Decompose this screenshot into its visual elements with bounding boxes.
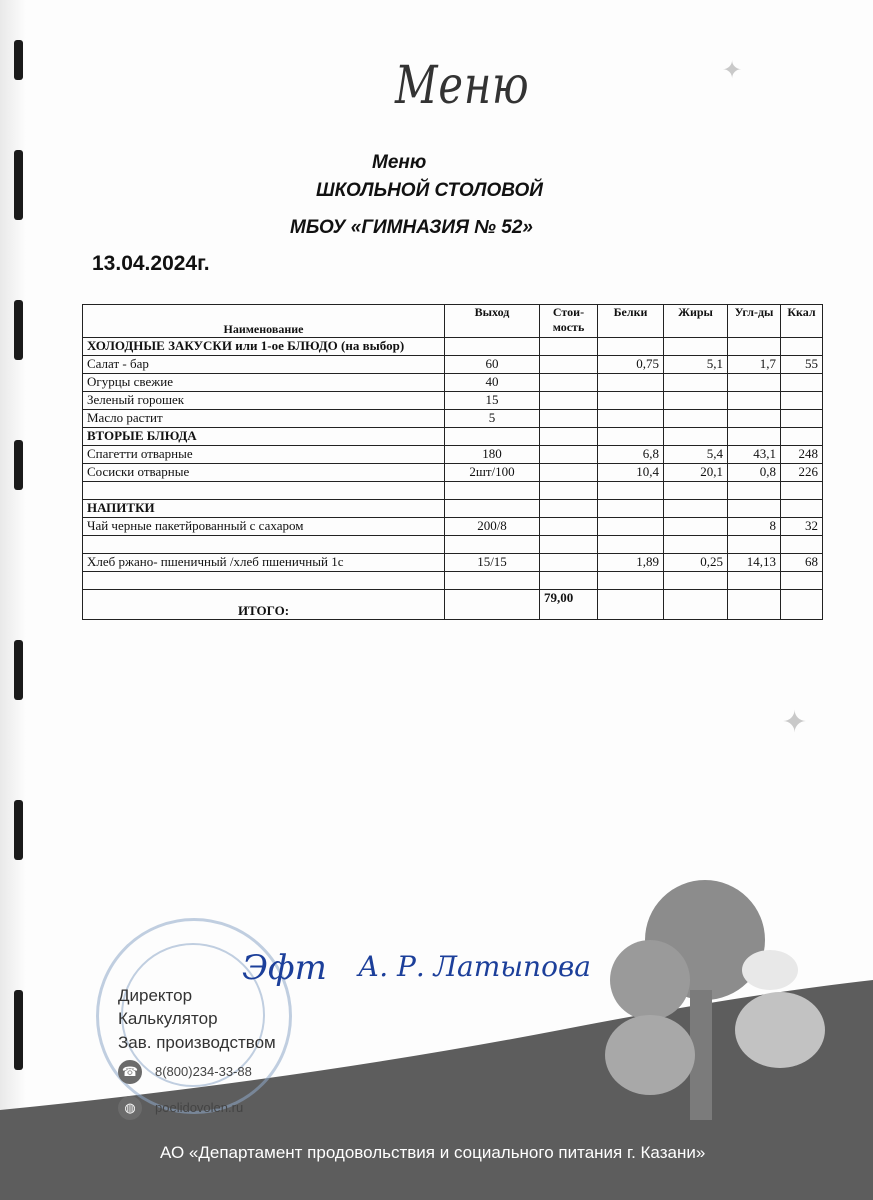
table-cell	[598, 338, 664, 356]
table-cell	[540, 410, 598, 428]
table-row	[83, 356, 823, 374]
star-decoration-icon: ✦	[722, 57, 743, 84]
table-cell	[445, 572, 540, 590]
section-row	[83, 338, 823, 356]
table-cell: 60	[445, 356, 540, 374]
table-cell: 55	[781, 356, 823, 374]
table-cell	[598, 392, 664, 410]
table-cell	[781, 536, 823, 554]
table-cell: 248	[781, 446, 823, 464]
table-row	[83, 392, 823, 410]
table-cell	[781, 338, 823, 356]
dish-name	[83, 482, 445, 500]
table-cell	[445, 590, 540, 620]
table-cell	[598, 410, 664, 428]
column-header: Жиры	[664, 305, 728, 338]
table-cell: 10,4	[598, 464, 664, 482]
table-cell: 5,4	[664, 446, 728, 464]
table-cell	[728, 410, 781, 428]
table-cell	[598, 572, 664, 590]
table-cell	[728, 500, 781, 518]
column-header: Наименование	[83, 305, 445, 338]
dish-name	[83, 536, 445, 554]
table-row	[83, 410, 823, 428]
scan-mark	[14, 300, 23, 360]
table-cell	[540, 356, 598, 374]
table-row	[83, 446, 823, 464]
table-cell	[728, 392, 781, 410]
table-cell: 1,7	[728, 356, 781, 374]
table-cell	[540, 374, 598, 392]
chef-hat-icon	[742, 950, 798, 990]
table-cell: 15/15	[445, 554, 540, 572]
dish-name: Масло растит	[83, 410, 445, 428]
table-cell	[664, 572, 728, 590]
title-line-3: МБОУ «ГИМНАЗИЯ № 52»	[290, 217, 533, 238]
dish-name: Чай черные пакетйрованный с сахаром	[83, 518, 445, 536]
scan-mark	[14, 40, 23, 80]
table-cell	[664, 536, 728, 554]
dish-name: Зеленый горошек	[83, 392, 445, 410]
table-cell	[540, 482, 598, 500]
table-cell: 226	[781, 464, 823, 482]
table-cell	[598, 518, 664, 536]
column-header: Выход	[445, 305, 540, 338]
table-cell	[728, 536, 781, 554]
tree-crown-icon	[610, 940, 690, 1020]
handwritten-title: Меню	[395, 56, 530, 116]
phone-icon: ☎	[118, 1060, 142, 1084]
dish-name: Огурцы свежие	[83, 374, 445, 392]
table-cell	[664, 518, 728, 536]
menu-date: 13.04.2024г.	[92, 252, 210, 275]
table-cell	[781, 392, 823, 410]
dish-name: Салат - бар	[83, 356, 445, 374]
signature-mark: Эфт	[242, 948, 327, 988]
table-cell	[728, 428, 781, 446]
table-cell	[598, 374, 664, 392]
table-cell	[445, 482, 540, 500]
section-title: ХОЛОДНЫЕ ЗАКУСКИ или 1-ое БЛЮДО (на выбор)	[83, 338, 445, 356]
table-cell: 14,13	[728, 554, 781, 572]
total-label: ИТОГО:	[83, 590, 445, 620]
vegetable-character-icon	[605, 1015, 695, 1095]
table-cell	[664, 590, 728, 620]
table-cell	[445, 536, 540, 554]
dish-name: Сосиски отварные	[83, 464, 445, 482]
table-cell: 180	[445, 446, 540, 464]
scan-mark	[14, 150, 23, 220]
table-cell: 15	[445, 392, 540, 410]
footer-company: АО «Департамент продовольствия и социального питания г. Казани»	[160, 1143, 706, 1162]
dish-name	[83, 572, 445, 590]
table-cell: 5	[445, 410, 540, 428]
table-cell	[664, 374, 728, 392]
table-row	[83, 464, 823, 482]
table-row	[83, 482, 823, 500]
table-cell: 68	[781, 554, 823, 572]
scan-mark	[14, 440, 23, 490]
table-cell	[445, 338, 540, 356]
scan-mark	[14, 800, 23, 860]
table-row	[83, 374, 823, 392]
globe-icon: ◍	[118, 1096, 142, 1120]
section-title: НАПИТКИ	[83, 500, 445, 518]
table-cell	[540, 446, 598, 464]
table-cell	[781, 482, 823, 500]
table-cell: 6,8	[598, 446, 664, 464]
table-cell	[540, 572, 598, 590]
table-row	[83, 572, 823, 590]
table-cell	[540, 536, 598, 554]
table-cell	[664, 392, 728, 410]
calculator-label: Калькулятор	[118, 1009, 218, 1028]
section-row	[83, 500, 823, 518]
column-header: Белки	[598, 305, 664, 338]
table-cell	[540, 554, 598, 572]
table-cell	[664, 410, 728, 428]
table-cell	[781, 374, 823, 392]
table-header-row	[83, 305, 823, 338]
table-cell	[781, 500, 823, 518]
total-row	[83, 590, 823, 620]
total-value: 79,00	[540, 590, 598, 620]
table-cell: 5,1	[664, 356, 728, 374]
table-cell	[728, 338, 781, 356]
table-cell: 40	[445, 374, 540, 392]
section-title: ВТОРЫЕ БЛЮДА	[83, 428, 445, 446]
table-cell: 43,1	[728, 446, 781, 464]
table-cell	[728, 590, 781, 620]
table-cell: 1,89	[598, 554, 664, 572]
vegetable-character-icon	[735, 992, 825, 1068]
section-row	[83, 428, 823, 446]
table-cell	[540, 338, 598, 356]
table-cell	[664, 338, 728, 356]
table-cell	[728, 482, 781, 500]
table-cell	[664, 428, 728, 446]
table-cell: 0,25	[664, 554, 728, 572]
table-cell: 32	[781, 518, 823, 536]
title-line-2: ШКОЛЬНОЙ СТОЛОВОЙ	[316, 180, 543, 201]
table-cell: 8	[728, 518, 781, 536]
signature-name: А. Р. Латыпова	[358, 950, 591, 983]
table-cell: 2шт/100	[445, 464, 540, 482]
column-header: Ккал	[781, 305, 823, 338]
dish-name: Спагетти отварные	[83, 446, 445, 464]
dish-name: Хлеб ржано- пшеничный /хлеб пшеничный 1с	[83, 554, 445, 572]
director-label: Директор	[118, 986, 193, 1005]
table-cell	[781, 572, 823, 590]
table-cell	[445, 500, 540, 518]
table-cell: 200/8	[445, 518, 540, 536]
table-cell	[728, 374, 781, 392]
table-cell	[540, 500, 598, 518]
table-row	[83, 536, 823, 554]
column-header: Стои-мость	[540, 305, 598, 338]
star-decoration-icon: ✦	[782, 706, 808, 739]
column-header: Угл-ды	[728, 305, 781, 338]
table-cell	[664, 500, 728, 518]
phone-number: 8(800)234-33-88	[155, 1064, 252, 1079]
table-cell	[728, 572, 781, 590]
table-cell	[540, 518, 598, 536]
title-line-1: Меню	[372, 152, 427, 173]
table-cell	[540, 392, 598, 410]
table-cell	[445, 428, 540, 446]
website-link[interactable]: poelidovolen.ru	[155, 1100, 244, 1115]
scan-mark	[14, 640, 23, 700]
table-row	[83, 554, 823, 572]
menu-table	[82, 304, 823, 620]
table-cell	[598, 482, 664, 500]
table-row	[83, 518, 823, 536]
table-cell	[598, 590, 664, 620]
table-cell	[781, 410, 823, 428]
table-cell	[664, 482, 728, 500]
production-head-label: Зав. производством	[118, 1033, 276, 1052]
table-cell	[781, 428, 823, 446]
table-cell	[598, 428, 664, 446]
table-cell	[781, 590, 823, 620]
table-cell	[598, 500, 664, 518]
table-cell	[540, 428, 598, 446]
table-cell: 0,8	[728, 464, 781, 482]
table-cell: 20,1	[664, 464, 728, 482]
table-cell	[540, 464, 598, 482]
table-cell	[598, 536, 664, 554]
table-cell: 0,75	[598, 356, 664, 374]
